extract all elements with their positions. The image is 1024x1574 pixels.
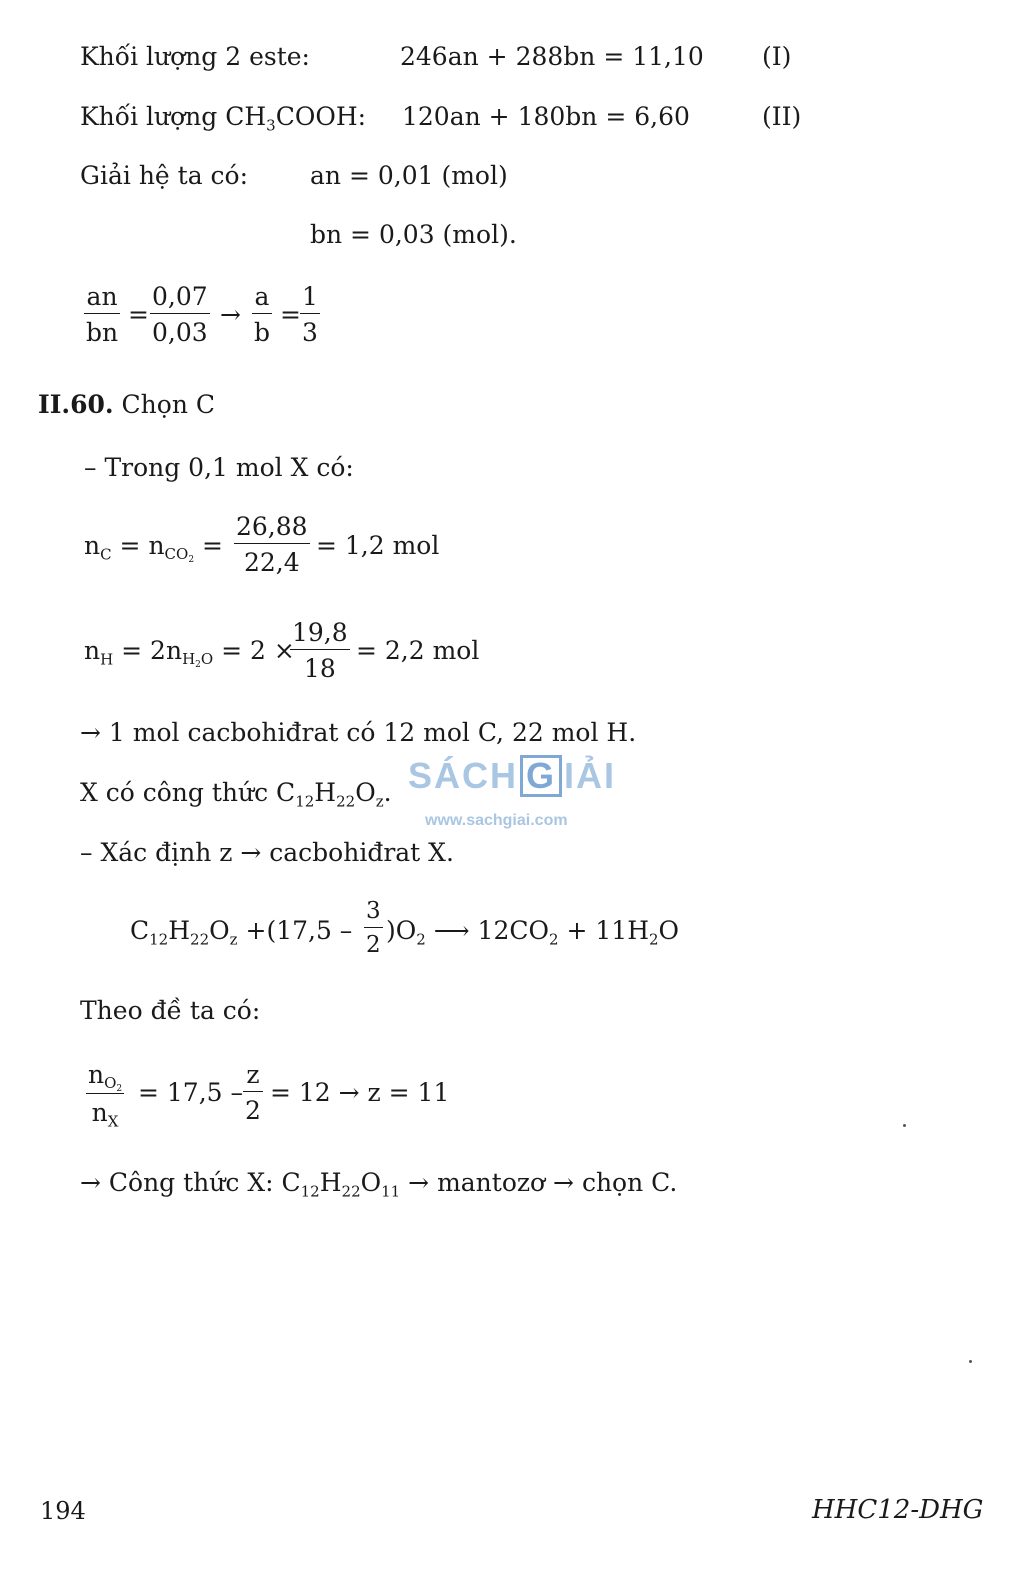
final-conclusion: → Công thức X: $C_{12}H_{22}O_{11}$ → mantozơ → chọn C. — [80, 1168, 678, 1201]
solution-bn: bn = 0,03 (mol). — [310, 220, 517, 249]
nc-lhs: $n_C = n_{CO_2}$ = — [84, 531, 223, 566]
watermark-url: www.sachgiai.com — [425, 812, 568, 829]
line-determine-z: – Xác định z → cacbohiđrat X. — [80, 838, 454, 867]
equals-sign: = — [128, 300, 149, 329]
scan-speck — [969, 1360, 972, 1363]
reaction-right: )$O_2$ ⟶ $12CO_2 + 11H_2O$ — [386, 916, 680, 949]
mass-acid-equation: 120an + 180bn = 6,60 — [402, 102, 690, 131]
ratio2-mid: = 17,5 – — [138, 1078, 244, 1107]
section-title: Chọn C — [121, 390, 216, 419]
fraction-no2-nx: $\frac{n_{O_2}}{n_X}$ — [88, 1060, 123, 1131]
nc-result: = 1,2 mol — [316, 531, 440, 560]
nh-result: = 2,2 mol — [356, 636, 480, 665]
fraction-a-b: $\frac{a}{b}$ — [254, 282, 271, 347]
nc-fraction: $\frac{26,88}{22,4}$ — [236, 512, 308, 577]
fraction-z-2: $\frac{z}{2}$ — [245, 1060, 261, 1125]
ratio2-result: = 12 → z = 11 — [270, 1078, 450, 1107]
page-number: 194 — [40, 1497, 86, 1525]
nh-fraction: $\frac{19,8}{18}$ — [292, 618, 348, 683]
fraction-one-third: $\frac{1}{3}$ — [302, 282, 318, 347]
fraction-values: $\frac{0,07}{0,03}$ — [152, 282, 208, 347]
mass-esters-equation: 246an + 288bn = 11,10 — [400, 42, 704, 71]
line-theo-de: Theo đề ta có: — [80, 996, 261, 1025]
mass-acid-label: Khối lượng $CH_3COOH$: — [80, 102, 367, 135]
line-formula-x: X có công thức $C_{12}H_{22}O_z$. — [80, 778, 392, 811]
section-number: II.60. — [38, 390, 114, 419]
mass-esters-label: Khối lượng 2 este: — [80, 42, 310, 71]
solution-an: an = 0,01 (mol) — [310, 161, 508, 190]
line-one-mol: → 1 mol cacbohiđrat có 12 mol C, 22 mol H. — [80, 718, 637, 747]
watermark-logo: SÁCH G IẢI — [408, 755, 617, 796]
nh-lhs: $n_H = 2n_{H_2O} = 2$ × — [84, 636, 295, 671]
reaction-left: $C_{12}H_{22}O_z +(17,5$ – — [130, 916, 353, 949]
section-heading — [38, 392, 215, 417]
arrow-symbol: → — [220, 300, 241, 329]
solve-label: Giải hệ ta có: — [80, 161, 249, 190]
item-trong: – Trong 0,1 mol X có: — [84, 453, 354, 482]
equation-tag-2: (II) — [762, 102, 802, 131]
scan-speck — [903, 1124, 906, 1127]
reaction-fraction: $\frac{3}{2}$ — [366, 898, 381, 958]
fraction-an-bn: $\frac{an}{bn}$ — [86, 282, 119, 347]
equals-sign: = — [280, 300, 301, 329]
book-code: HHC12-DHG — [812, 1495, 984, 1525]
equation-tag-1: (I) — [762, 42, 792, 71]
